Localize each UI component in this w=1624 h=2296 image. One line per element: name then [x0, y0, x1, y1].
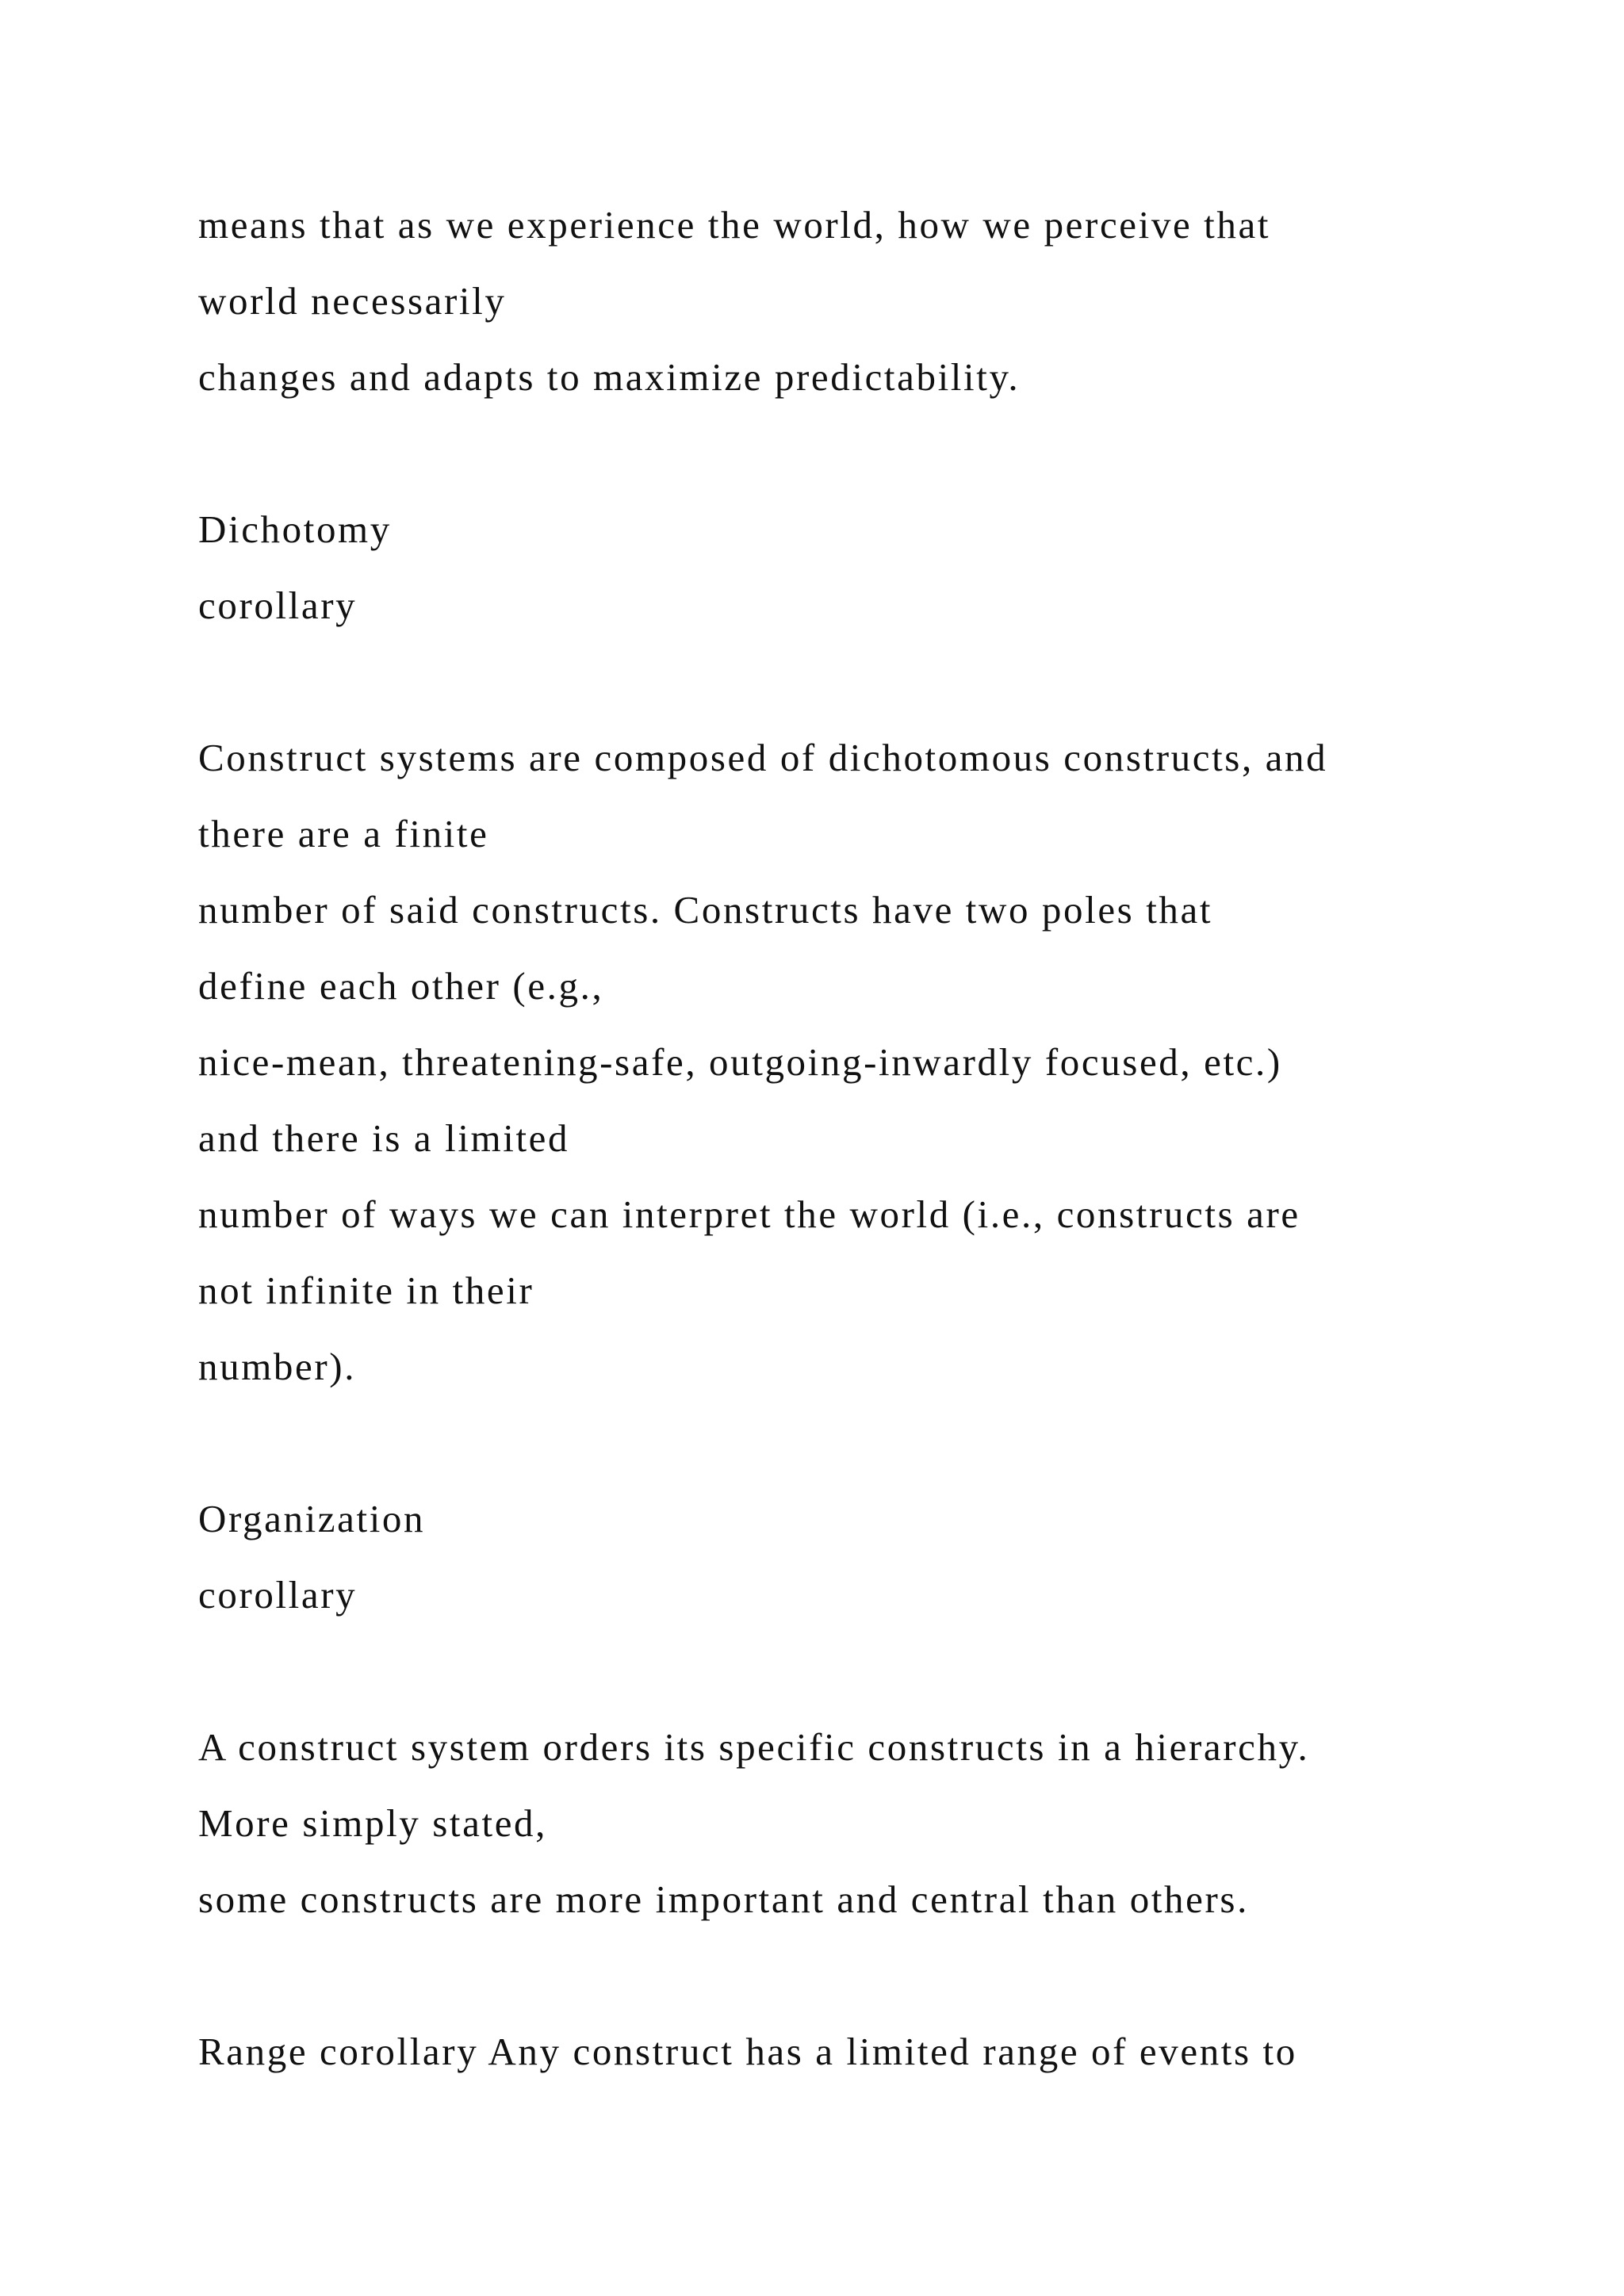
section-heading-organization-sub: corollary [198, 1573, 358, 1617]
text-line: Range corollary Any construct has a limited range of events to [198, 2030, 1297, 2073]
text-line: changes and adapts to maximize predictability. [198, 355, 1021, 399]
text-line: not infinite in their [198, 1269, 534, 1312]
text-line: world necessarily [198, 279, 507, 323]
text-line: means that as we experience the world, how we perceive that [198, 203, 1271, 247]
text-line: define each other (e.g., [198, 964, 604, 1008]
text-line: A construct system orders its specific constructs in a hierarchy. [198, 1725, 1310, 1769]
body-text [198, 187, 1546, 2090]
text-line: number). [198, 1345, 357, 1388]
section-heading-organization: Organization [198, 1497, 426, 1540]
text-line: and there is a limited [198, 1116, 570, 1160]
blank-line [198, 1633, 1546, 1709]
text-line: number of ways we can interpret the world (i.e., constructs are [198, 1192, 1300, 1236]
text-line: there are a finite [198, 812, 489, 855]
blank-line [198, 644, 1546, 720]
section-heading-dichotomy-sub: corollary [198, 584, 358, 627]
text-line: some constructs are more important and central than others. [198, 1877, 1249, 1921]
section-heading-dichotomy: Dichotomy [198, 507, 392, 551]
blank-line [198, 415, 1546, 492]
blank-line [198, 1938, 1546, 2014]
text-line: Construct systems are composed of dichotomous constructs, and [198, 736, 1328, 779]
text-line: More simply stated, [198, 1801, 547, 1845]
text-line: nice-mean, threatening-safe, outgoing-inwardly focused, etc.) [198, 1040, 1282, 1084]
text-line: number of said constructs. Constructs have two poles that [198, 888, 1213, 932]
blank-line [198, 1405, 1546, 1481]
